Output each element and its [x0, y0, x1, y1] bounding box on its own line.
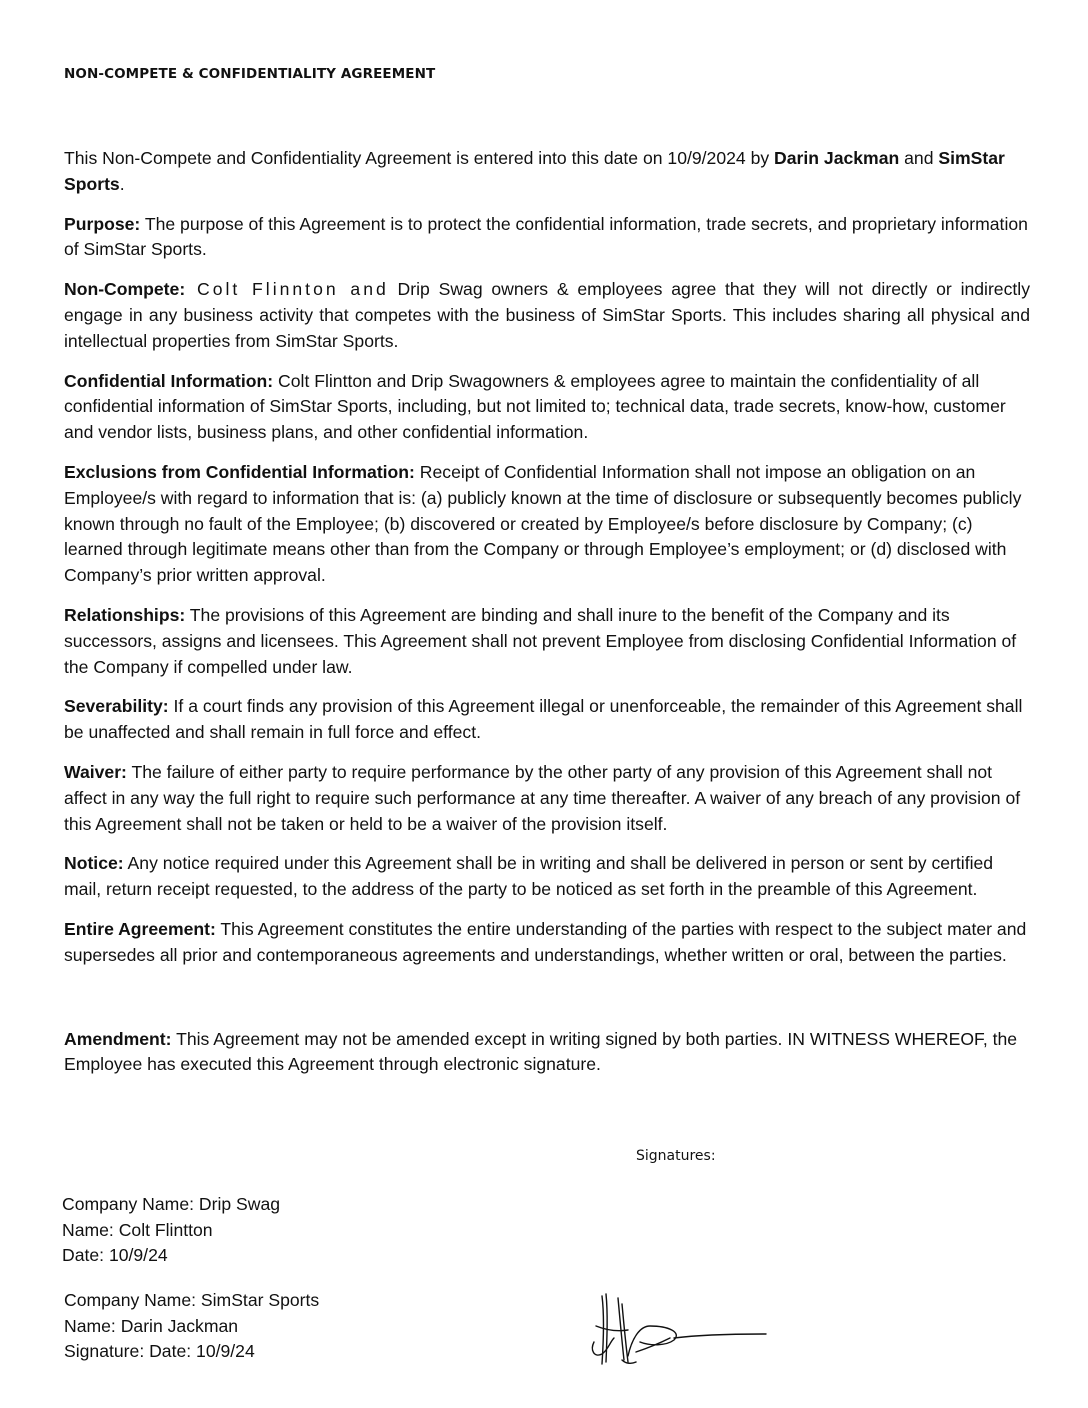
- severability-section: [64, 694, 1030, 746]
- amendment-heading: Amendment:: [64, 1028, 172, 1049]
- intro-paragraph: [64, 146, 1030, 198]
- signatures-heading: Signatures:: [636, 1148, 716, 1164]
- exclusions-text: Receipt of Confidential Information shall not impose an obligation on an Employee/s with regard to information that is: (a) publicly known at the time of disclosure or subsequently becomes publicly known through no fault of the Employee; (b) discovered or created by Employee/s before disclosure by Company; (c) learned through legitimate means other than from the Company or through Employee’s employment; or (d) disclosed with Company’s prior written approval.: [64, 461, 1022, 586]
- purpose-section: [64, 212, 1030, 264]
- relationships-section: [64, 603, 1030, 680]
- exclusions-section: [64, 460, 1030, 589]
- non-compete-text: Drip Swag owners & employees agree that they will not directly or indirectly engage in any business activity that competes with the business of SimStar Sports. This includes sharing all physical and intellectual properties from SimStar Sports.: [64, 279, 1030, 351]
- intro-text-2: and: [899, 148, 939, 168]
- severability-text: If a court finds any provision of this Agreement illegal or unenforceable, the remainder of this Agreement shall be unaffected and shall remain in full force and effect.: [64, 696, 1023, 743]
- non-compete-heading: Non-Compete:: [64, 279, 186, 300]
- non-compete-section: [64, 277, 1030, 354]
- waiver-section: [64, 760, 1030, 837]
- non-compete-spaced-text: Colt Flinnton and: [185, 279, 389, 300]
- severability-heading: Severability:: [64, 696, 169, 717]
- entire-agreement-text: This Agreement constitutes the entire understanding of the parties with respect to the subject mater and supersedes all prior and contemporaneous agreements and understandings, whether written or oral, between the parties.: [64, 918, 1027, 965]
- signer-1-date: Date: 10/9/24: [62, 1245, 168, 1266]
- entire-agreement-section: [64, 917, 1030, 969]
- signer-2-company: Company Name: SimStar Sports: [64, 1290, 320, 1310]
- confidential-text: Colt Flintton and Drip Swagowners & employees agree to maintain the confidentiality of all confidential information of SimStar Sports, including, but not limited to; technical data, trade secrets, know-how, customer and vendor lists, business plans, and other confidential information.: [64, 370, 1006, 443]
- entire-agreement-heading: Entire Agreement:: [64, 918, 216, 939]
- signer-2-name: Name: Darin Jackman: [64, 1315, 239, 1336]
- party-2-name: SimStar Sports: [64, 148, 1005, 194]
- signer-block-simstar: [64, 1288, 319, 1365]
- relationships-text: The provisions of this Agreement are binding and shall inure to the benefit of the Company and its successors, assigns and licensees. This Agreement shall not prevent Employee from disclosing Confidential Information of the Company if compelled under law.: [64, 604, 1017, 677]
- handwritten-signature-icon: [588, 1290, 770, 1370]
- document-title: NON-COMPETE & CONFIDENTIALITY AGREEMENT: [64, 66, 436, 82]
- signer-2-date: Signature: Date: 10/9/24: [64, 1341, 255, 1362]
- notice-heading: Notice:: [64, 853, 124, 874]
- signer-1-name: Name: Colt Flintton: [62, 1219, 213, 1240]
- exclusions-heading: Exclusions from Confidential Information:: [64, 461, 415, 482]
- confidential-heading: Confidential Information:: [64, 370, 274, 391]
- party-1-name: Darin Jackman: [774, 148, 900, 168]
- signer-1-company: Company Name: Drip Swag: [62, 1194, 281, 1214]
- agreement-body: [64, 146, 1030, 1092]
- intro-text-3: .: [119, 173, 125, 194]
- relationships-heading: Relationships:: [64, 604, 186, 625]
- amendment-section: [64, 1027, 1030, 1079]
- purpose-heading: Purpose:: [64, 213, 141, 234]
- purpose-text: The purpose of this Agreement is to protect the confidential information, trade secrets, and proprietary information of SimStar Sports.: [64, 213, 1028, 260]
- confidential-section: [64, 369, 1030, 446]
- waiver-text: The failure of either party to require performance by the other party of any provision of this Agreement shall not affect in any way the full right to require such performance at any time thereafter. A waiver of any breach of any provision of this Agreement shall not be taken or held to be a waiver of the provision itself.: [64, 761, 1021, 834]
- intro-text-1: This Non-Compete and Confidentiality Agreement is entered into this date on 10/9/2024 by: [64, 148, 775, 168]
- waiver-heading: Waiver:: [64, 761, 127, 782]
- signer-block-drip-swag: [62, 1192, 280, 1269]
- notice-section: [64, 851, 1030, 903]
- amendment-text: This Agreement may not be amended except in writing signed by both parties. IN WITNESS WHEREOF, the Employee has executed this Agreement through electronic signature.: [64, 1028, 1018, 1075]
- notice-text: Any notice required under this Agreement shall be in writing and shall be delivered in person or sent by certified mail, return receipt requested, to the address of the party to be noticed as set forth in the preamble of this Agreement.: [64, 853, 994, 900]
